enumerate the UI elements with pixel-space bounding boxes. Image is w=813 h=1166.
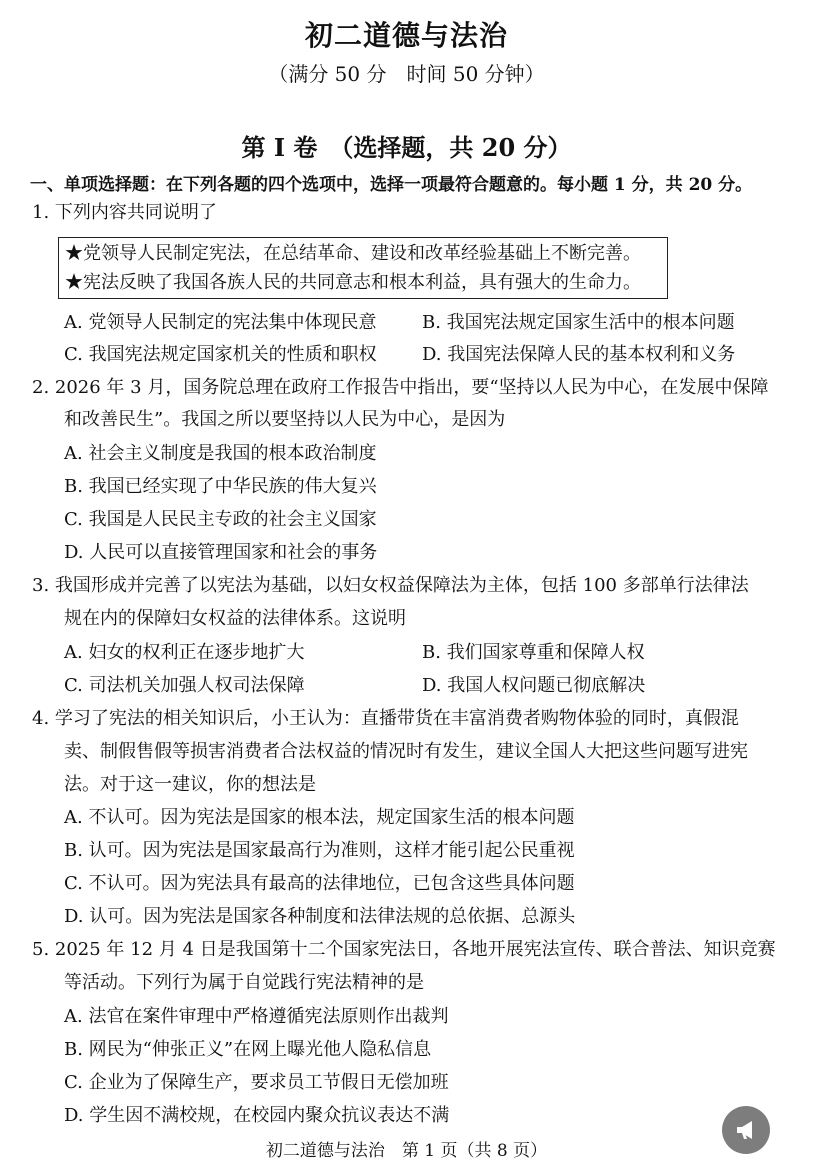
question-3-stem-line-1: 3. 我国形成并完善了以宪法为基础，以妇女权益保障法为主体，包括 100 多部单行法律法: [32, 575, 749, 596]
question-3-option-a: A. 妇女的权利正在逐步地扩大: [64, 642, 305, 663]
question-2-option-a: A. 社会主义制度是我国的根本政治制度: [64, 443, 377, 464]
page-footer: 初二道德与法治 第 1 页（共 8 页）: [265, 1141, 548, 1161]
question-1-stem: 1. 下列内容共同说明了: [32, 202, 217, 223]
question-4-option-b: B. 认可。因为宪法是国家最高行为准则，这样才能引起公民重视: [64, 840, 575, 861]
section-instruction: 一、单项选择题：在下列各题的四个选项中，选择一项最符合题意的。每小题 1 分，共 20 分。: [30, 175, 753, 195]
question-5-stem-line-2: 等活动。下列行为属于自觉践行宪法精神的是: [64, 972, 424, 993]
question-1-option-b: B. 我国宪法规定国家生活中的根本问题: [422, 312, 735, 333]
volume-title: 第 I 卷 （选择题，共 20 分）: [241, 133, 572, 162]
question-1-option-a: A. 党领导人民制定的宪法集中体现民意: [64, 312, 377, 333]
question-5-option-a: A. 法官在案件审理中严格遵循宪法原则作出裁判: [64, 1006, 449, 1027]
question-2-option-b: B. 我国已经实现了中华民族的伟大复兴: [64, 476, 377, 497]
question-2-stem-line-2: 和改善民生”。我国之所以要坚持以人民为中心，是因为: [64, 409, 506, 430]
question-4-stem-line-2: 卖、制假售假等损害消费者合法权益的情况时有发生，建议全国人大把这些问题写进宪: [64, 741, 748, 762]
quote-line-2: ★宪法反映了我国各族人民的共同意志和根本利益，具有强大的生命力。: [65, 272, 641, 293]
question-1-option-c: C. 我国宪法规定国家机关的性质和职权: [64, 344, 377, 365]
question-3-stem-line-2: 规在内的保障妇女权益的法律体系。这说明: [64, 608, 406, 629]
question-2-option-c: C. 我国是人民民主专政的社会主义国家: [64, 509, 377, 530]
question-1-quote-box: [58, 237, 668, 299]
question-4-option-a: A. 不认可。因为宪法是国家的根本法，规定国家生活的根本问题: [64, 807, 575, 828]
page-subtitle: （满分 50 分 时间 50 分钟）: [268, 62, 545, 86]
question-3-option-b: B. 我们国家尊重和保障人权: [422, 642, 645, 663]
question-3-option-c: C. 司法机关加强人权司法保障: [64, 675, 305, 696]
question-5-option-c: C. 企业为了保障生产，要求员工节假日无偿加班: [64, 1072, 449, 1093]
quote-line-1: ★党领导人民制定宪法，在总结革命、建设和改革经验基础上不断完善。: [65, 243, 641, 264]
megaphone-icon: [733, 1117, 759, 1143]
question-4-stem-line-1: 4. 学习了宪法的相关知识后，小王认为：直播带货在丰富消费者购物体验的同时，真假混: [32, 708, 739, 729]
question-5-option-d: D. 学生因不满校规，在校园内聚众抗议表达不满: [64, 1105, 450, 1126]
question-5-stem-line-1: 5. 2025 年 12 月 4 日是我国第十二个国家宪法日，各地开展宪法宣传、联合普法、知识竞赛: [32, 939, 776, 960]
question-4-option-d: D. 认可。因为宪法是国家各种制度和法律法规的总依据、总源头: [64, 906, 576, 927]
question-5-option-b: B. 网民为“伸张正义”在网上曝光他人隐私信息: [64, 1039, 432, 1060]
question-3-option-d: D. 我国人权问题已彻底解决: [422, 675, 646, 696]
floating-action-button[interactable]: [722, 1106, 770, 1154]
question-1-option-d: D. 我国宪法保障人民的基本权利和义务: [422, 344, 736, 365]
question-4-option-c: C. 不认可。因为宪法具有最高的法律地位，已包含这些具体问题: [64, 873, 575, 894]
question-2-stem-line-1: 2. 2026 年 3 月，国务院总理在政府工作报告中指出，要“坚持以人民为中心，在发展中保障: [32, 377, 769, 398]
question-4-stem-line-3: 法。对于这一建议，你的想法是: [64, 774, 316, 795]
question-2-option-d: D. 人民可以直接管理国家和社会的事务: [64, 542, 378, 563]
page-title: 初二道德与法治: [304, 19, 508, 52]
